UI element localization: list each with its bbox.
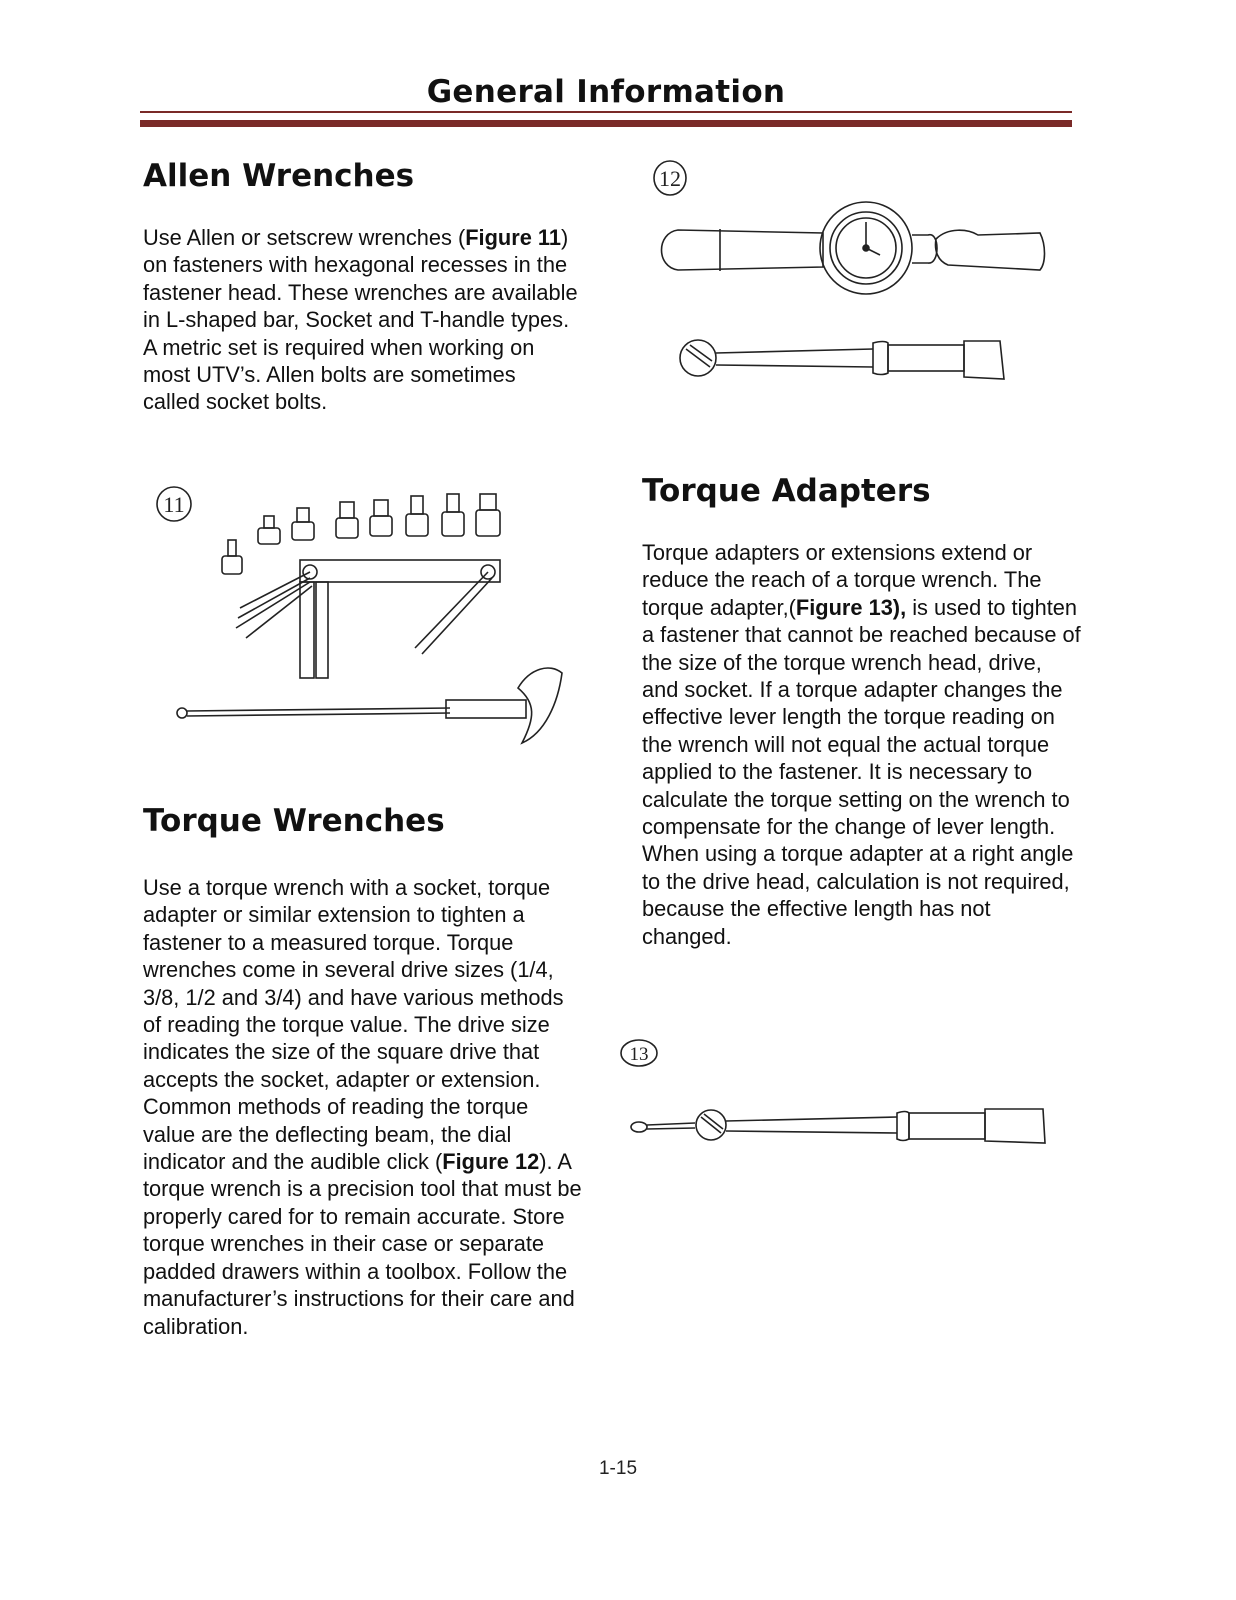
page-header-title: General Information — [426, 74, 786, 110]
header-rule-thick — [140, 120, 1072, 127]
figure-13-reference: Figure 13), — [795, 594, 907, 620]
allen-text-part2: ) on fasteners with hexagonal recesses in the fastener head. These wrenches are available in L-shaped bar, Socket and T-handle types. A metric set is required when working on most UTV’s. Allen bolts are sometimes called socket bolts. — [143, 225, 578, 415]
click-torque-wrench — [680, 340, 1004, 379]
allen-wrenches-paragraph — [143, 224, 578, 416]
figure-12-torque-wrenches — [648, 155, 1050, 400]
torque-wrench-with-adapter — [631, 1109, 1045, 1143]
allen-wrenches-heading: Allen Wrenches — [143, 158, 415, 194]
fold-out-hex-key-frame — [236, 560, 500, 678]
figure-11-number: 11 — [163, 492, 185, 517]
figure-11-reference: Figure 11 — [465, 225, 561, 250]
page-number: 1-15 — [598, 1458, 638, 1479]
torque-wrenches-paragraph — [143, 874, 583, 1340]
figure-11-allen-wrench-set — [150, 478, 580, 753]
torque-adapters-heading: Torque Adapters — [642, 473, 931, 509]
allen-text-part1: Use Allen or setscrew wrenches ( — [143, 225, 466, 250]
figure-13-number: 13 — [629, 1044, 649, 1065]
torque-wrenches-text-part2: ). A torque wrench is a precision tool that must be properly cared for to remain accurate. Store torque wrenches in their case or separate padded drawers within a toolbox. Follow the manufacturer’s instructions for their care and calibration. — [143, 1149, 582, 1339]
figure-12-number: 12 — [659, 166, 681, 191]
torque-adapters-paragraph — [642, 539, 1082, 950]
figure-12-reference: Figure 12 — [442, 1149, 540, 1175]
torque-adapters-text-part2: is used to tighten a fastener that cannot be reached because of the size of the torque wrench head, drive, and socket. If a torque adapter changes the effective lever length the torque reading on the wrench will not equal the actual torque applied to the fastener. It is necessary to calculate the torque setting on the wrench to compensate for the change of lever length. When using a torque adapter at a right angle to the drive head, calculation is not required, because the effective length has not changed. — [642, 594, 1081, 949]
torque-wrenches-heading: Torque Wrenches — [143, 803, 445, 839]
figure-13-torque-adapter — [615, 1035, 1055, 1155]
torque-wrenches-text-part1: Use a torque wrench with a socket, torque adapter or similar extension to tighten a fastener to a measured torque. Torque wrenches come in several drive sizes (1/4, 3/8, 1/2 and 3/4) and have various methods of reading the torque value. The drive size indicates the size of the square drive that accepts the socket, adapter or extension. Common methods of reading the torque value are the deflecting beam, the dial indicator and the audible click ( — [143, 875, 564, 1175]
t-handle-hex-key — [177, 668, 562, 743]
hex-socket-bits — [222, 494, 500, 574]
torque-adapters-text-part1: Torque adapters or extensions extend or reduce the reach of a torque wrench. The torque adapter,( — [642, 540, 1042, 620]
header-rule-thin — [140, 111, 1072, 113]
dial-torque-wrench — [662, 202, 1045, 294]
